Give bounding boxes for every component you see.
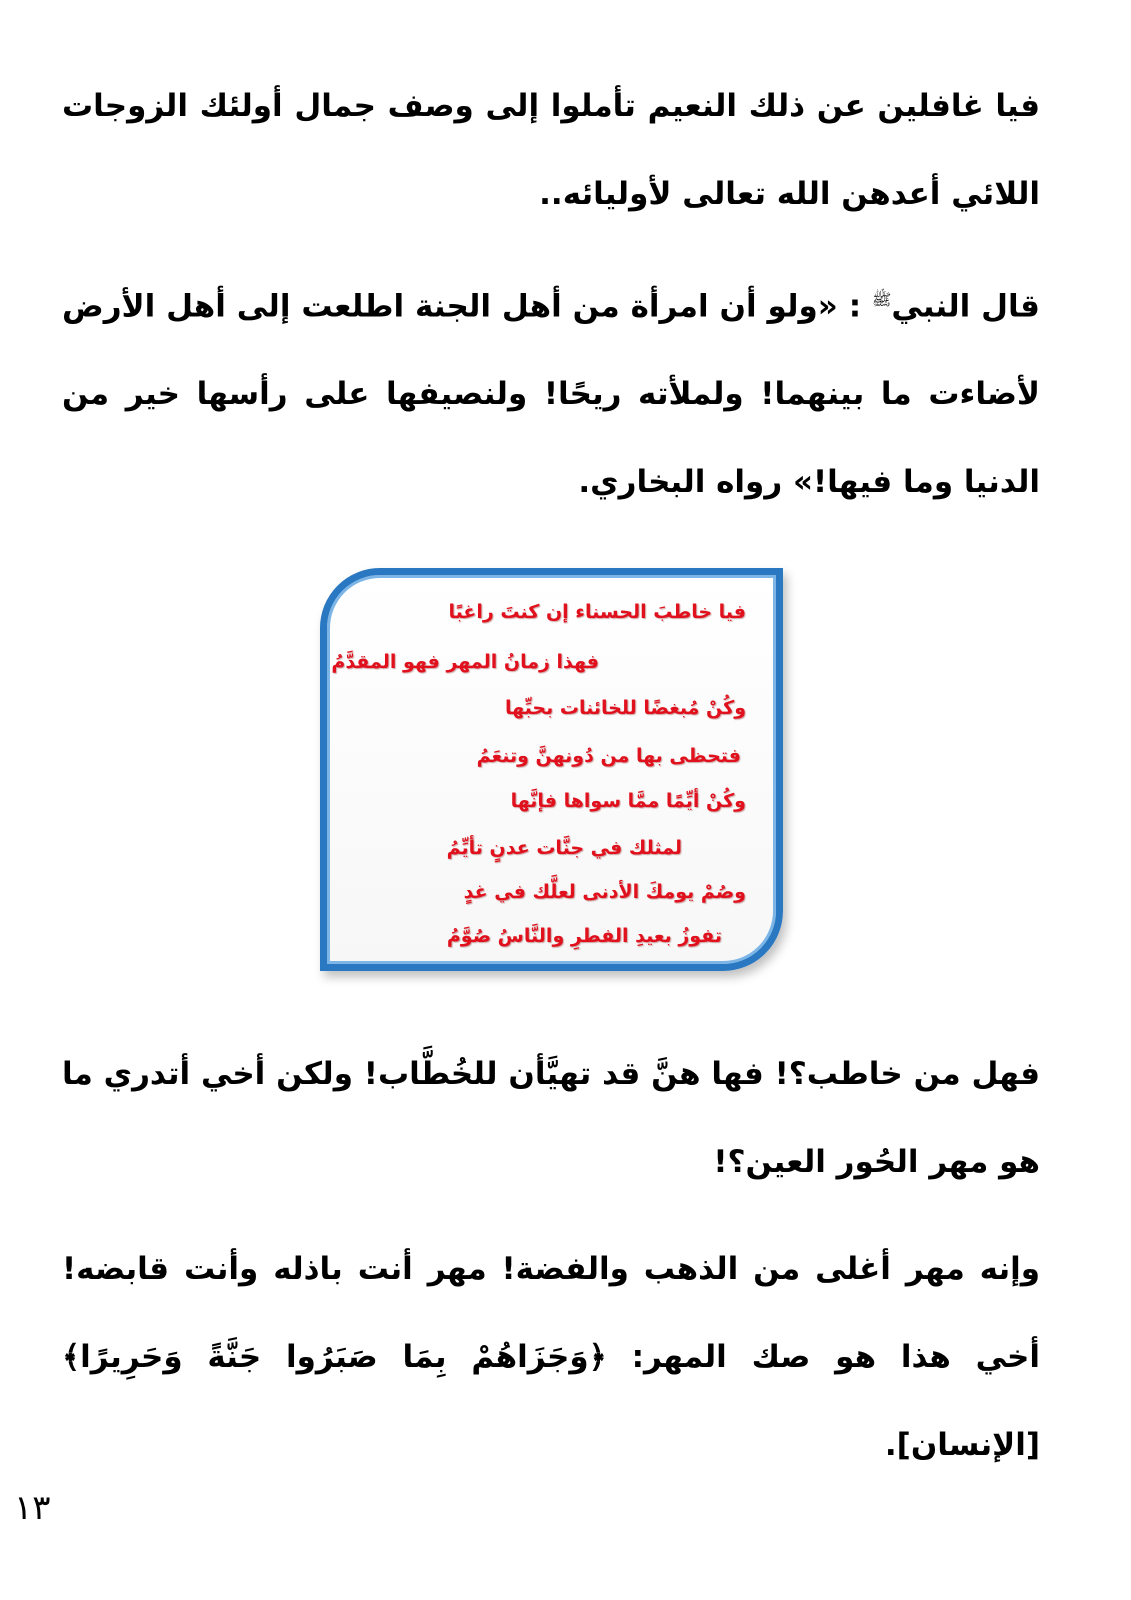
poem-verse: وكُنْ مُبغضًا للخائنات بحبِّها xyxy=(505,697,746,719)
paragraph-hadith xyxy=(62,256,1040,526)
paragraph-question: فهل من خاطب؟! فها هنَّ قد تهيَّأن للخُطَّاب! ولكن أخي أتدري ما هو مهر الحُور العين؟! xyxy=(62,1056,1040,1180)
paragraph-intro: فيا غافلين عن ذلك النعيم تأملوا إلى وصف جمال أولئك الزوجات اللائي أعدهن الله تعالى لأوليائه.. xyxy=(62,88,1040,212)
honorific-symbol: ﷺ xyxy=(872,290,892,309)
hadith-text: : «ولو أن امرأة من أهل الجنة اطلعت إلى أهل الأرض لأضاءت ما بينهما! ولملأته ريحًا! ولنصيفها على رأسها خير من الدنيا وما فيها!» رواه البخاري. xyxy=(62,288,1040,501)
poem-box xyxy=(320,568,783,971)
poem-verse: وكُنْ أيِّمًا ممَّا سواها فإنَّها xyxy=(510,790,746,812)
page-number: ١٣ xyxy=(14,1488,51,1528)
poem-verse: وصُمْ يومكَ الأدنى لعلَّك في غدٍ xyxy=(463,881,746,903)
poem-verse: فهذا زمانُ المهر فهو المقدَّمُ xyxy=(331,651,599,673)
poem-verse: لمثلك في جنَّات عدنٍ تأيِّمُ xyxy=(446,837,682,859)
paragraph-dowry: وإنه مهر أغلى من الذهب والفضة! مهر أنت باذله وأنت قابضه! أخي هذا هو صك المهر: ﴿وَجَزَاهُمْ بِمَا صَبَرُوا جَنَّةً وَحَرِيرًا﴾ [الإنسان]. xyxy=(62,1251,1040,1463)
hadith-lead: قال النبي xyxy=(891,288,1040,325)
poem-verse: تفوزُ بعيدِ الفطرِ والنَّاسُ صُوَّمُ xyxy=(446,925,722,947)
poem-verse: فيا خاطبَ الحسناء إن كنتَ راغبًا xyxy=(448,601,746,623)
poem-verse: فتحظى بها من دُونهنَّ وتنعَمُ xyxy=(476,745,741,767)
